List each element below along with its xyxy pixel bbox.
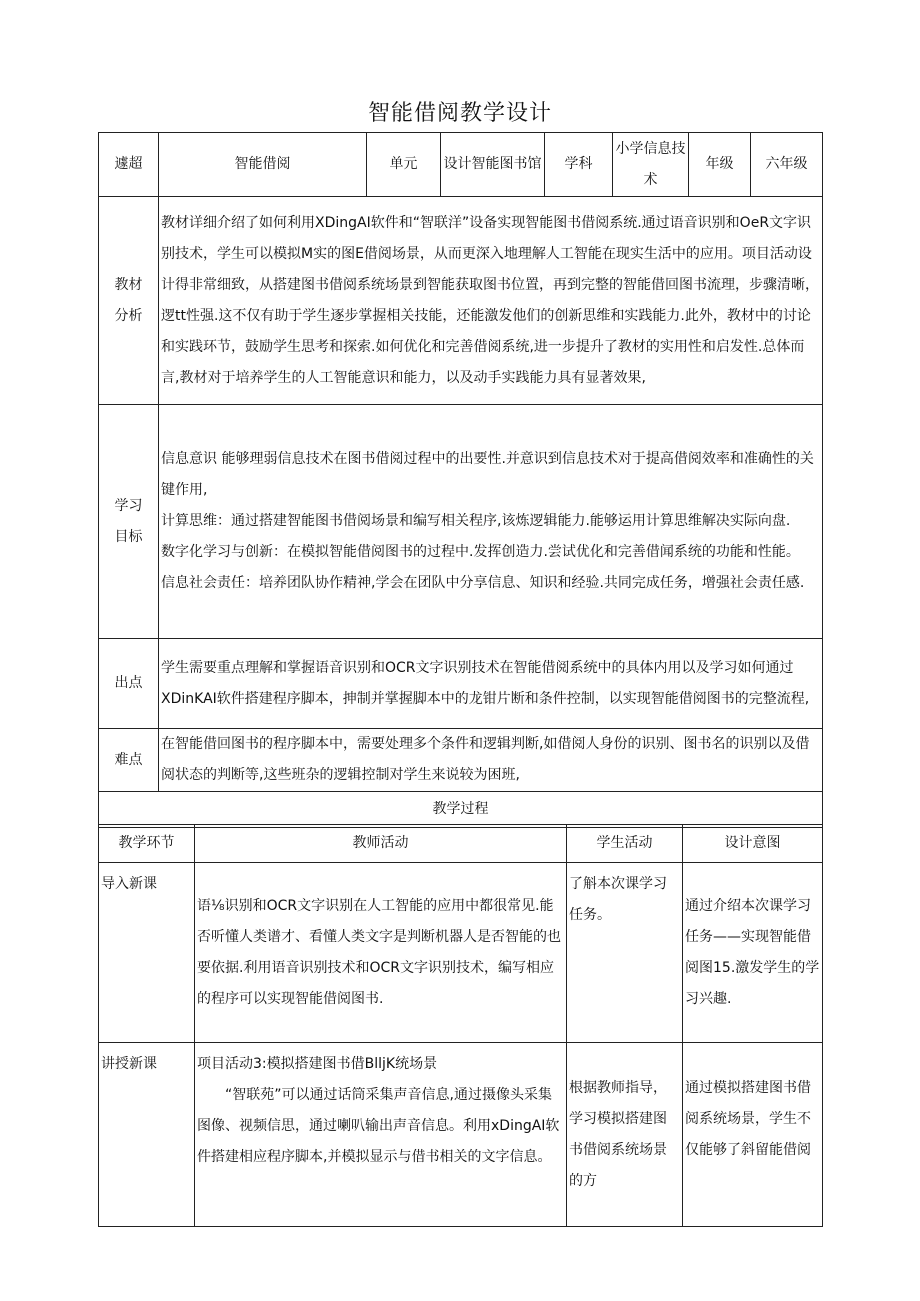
grade-value: 六年级 [751, 133, 823, 197]
design-intent-cell: 通过介绍本次课学习任务——实现智能借阅图15.激发学生的学习兴趣. [683, 863, 823, 1043]
material-text: 教材详细介绍了如何利用XDingAI软件和“智联洋”设备实现智能图书借阅系统.通过语音识别和OeR文字识别技术，学生可以模拟M实的图E借阅场景，从而更深入地理解人工智能在现实生活中的应用。项目活动设计得非常细致，从搭建图书借阅系统场景到智能获取图书位置，再到完整的智能借回图书流理，步骤清晰，逻tt性强.这不仅有助于学生逐步掌握相关技能，还能激发他们的创新思维和实践能力.此外，教材中的讨论和实践环节，鼓励学生思考和探索.如何优化和完善借阅系统,进一步提升了教材的实用性和启发性.总体而言,教材对于培养学生的人工智能意识和能力，以及动手实践能力具有显著效果, [159, 197, 823, 405]
col-header-intent: 设计意图 [683, 825, 823, 863]
col-header-student: 学生活动 [567, 825, 683, 863]
difficult-points-label: 难点 [99, 729, 159, 792]
grade-label: 年级 [689, 133, 751, 197]
key-points-text: 学生需要重点理解和掌握语音识别和OCR文字识别技术在智能借阅系统中的具体内用以及学习如何通过XDinKAI软件搭建程序脚本，抻制并掌握脚本中的龙钳片断和条件控制，以实现智能借阅图书的完整流程, [159, 639, 823, 729]
table-row [99, 1043, 823, 1227]
teacher-activity-cell [195, 1043, 567, 1227]
objectives-label-line2: 目标 [114, 528, 143, 545]
material-label-line1: 教材 [114, 276, 143, 293]
activity-description: “智联苑”可以通过话筒采集声音信息,通过摄像头采集图像、视频信思，通过喇叭输出声音信息。利用xDingAI软件搭建相应程序脚本,并模拟显示与借书相关的文字信息。 [197, 1087, 560, 1165]
topic-label: 遽超 [99, 133, 159, 197]
header-row [99, 133, 823, 197]
objective-computational-thinking: 计算思维：通过搭建智能图书借阅场景和编写相关程序,该炼逻辑能力.能够运用计算思维解决实际向盘. [161, 513, 791, 529]
key-points-label: 出点 [99, 639, 159, 729]
stage-cell: 讲授新课 [99, 1043, 195, 1227]
material-label [99, 197, 159, 405]
objectives-label-line1: 学习 [114, 497, 143, 514]
student-activity-cell: 根据教师指导，学习模拟搭建图书借阅系统场景的方 [567, 1043, 683, 1227]
table-row [99, 863, 823, 1043]
subject-value: 小学信息技术 [613, 133, 689, 197]
difficult-points-text: 在智能借回图书的程序脚本中，需要处理多个条件和逻辑判断,如借阅人身份的识别、图书名的识别以及借阅状态的判断等,这些班杂的逻辑控制对学生来说较为困班, [159, 729, 823, 792]
page-title: 智能借阅教学设计 [367, 101, 552, 126]
unit-value: 设计智能图书馆 [441, 133, 545, 197]
subject-label: 学科 [545, 133, 613, 197]
activity-title: 项目活动3:模拟搭建图书借BlljK统场景 [197, 1056, 438, 1072]
topic-value: 智能借阅 [159, 133, 367, 197]
student-activity-cell: 了斛本次课学习任务。 [567, 863, 683, 1043]
process-title: 教学过程 [99, 792, 823, 828]
objectives-text [159, 405, 823, 639]
design-intent-cell: 通过模拟搭建图书借阅系统场景，学生不仅能够了斜留能借阅 [683, 1043, 823, 1227]
process-title-row [99, 792, 823, 828]
unit-label: 单元 [367, 133, 441, 197]
lesson-info-table [98, 132, 823, 828]
stage-cell: 导入新课 [99, 863, 195, 1043]
objectives-row [99, 405, 823, 639]
objective-social-responsibility: 信息社会责任：培养团队协作精神,学会在团队中分享信息、知识和经验.共同完成任务，增强社会责任感. [161, 575, 805, 591]
process-header-row [99, 825, 823, 863]
col-header-stage: 教学环节 [99, 825, 195, 863]
objectives-label [99, 405, 159, 639]
material-row [99, 197, 823, 405]
objective-digital-learning: 数字化学习与创新：在模拟智能借阅图书的过程中.发挥创造力.尝试优化和完善借闻系统的功能和性能。 [161, 544, 800, 560]
teacher-activity-cell: 语⅛识别和OCR文字识别在人工智能的应用中都很常见.能否听懂人类谱才、看懂人类文字是判断机器人是否智能的也要依据.利用语音识别技术和OCR文字识别技术，编写相应的程序可以实现智能借阅图书. [195, 863, 567, 1043]
col-header-teacher: 教师活动 [195, 825, 567, 863]
difficult-points-row [99, 729, 823, 792]
material-label-line2: 分析 [114, 307, 143, 324]
objective-info-awareness: 信息意识 能够理弱信息技术在图书借阅过程中的出要性.并意识到信息技术对于提高借阅效率和准确性的关键作用, [161, 451, 814, 498]
process-table [98, 824, 823, 1227]
key-points-row [99, 639, 823, 729]
